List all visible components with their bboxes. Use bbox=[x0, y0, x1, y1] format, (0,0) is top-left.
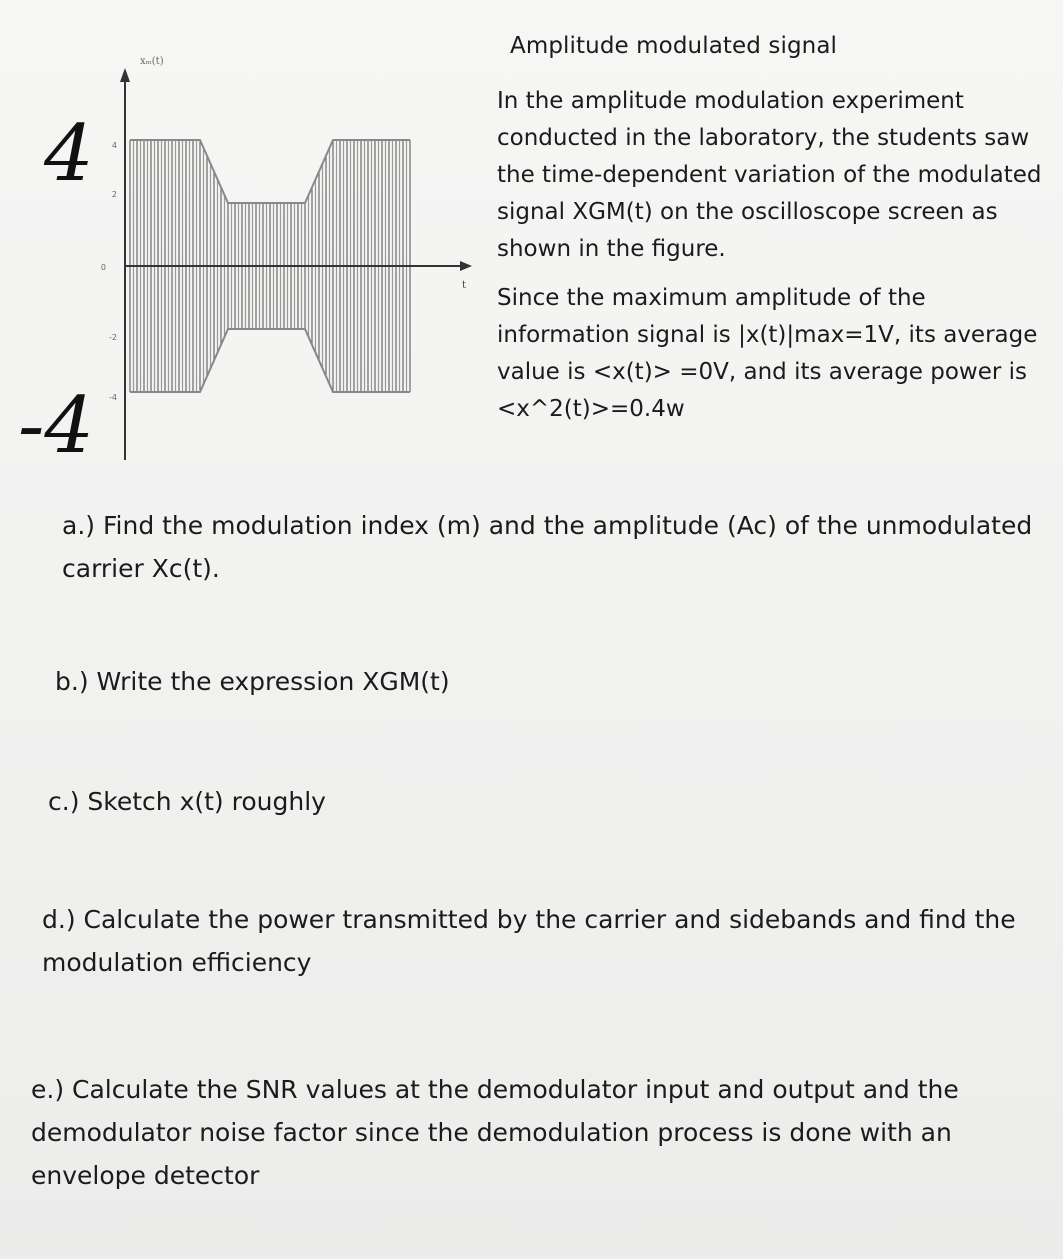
tick-label-4: 4 bbox=[111, 141, 117, 150]
heading: Amplitude modulated signal bbox=[510, 33, 838, 59]
question-e: e.) Calculate the SNR values at the demodulator input and output and the demodulator noise factor since the demodulation process is done with an envelope detector bbox=[31, 1075, 959, 1190]
y-axis-label: xₘ(t) bbox=[140, 56, 164, 67]
handwritten-mark-top: 4 bbox=[44, 109, 94, 199]
intro-paragraph-1: In the amplitude modulation experiment conducted in the laboratory, the students saw the time-dependent variation of the modulated signal XGM(t) on the oscilloscope screen as shown in the figure. bbox=[497, 88, 1042, 262]
tick-label-neg2: -2 bbox=[109, 333, 117, 342]
question-a: a.) Find the modulation index (m) and the amplitude (Ac) of the unmodulated carrier Xc(t). bbox=[62, 511, 1033, 583]
question-c: c.) Sketch x(t) roughly bbox=[48, 787, 326, 816]
tick-label-0: 0 bbox=[100, 263, 106, 272]
handwritten-mark-bottom: -4 bbox=[18, 381, 94, 470]
question-b: b.) Write the expression XGM(t) bbox=[55, 667, 450, 696]
y-axis-arrow-icon bbox=[120, 68, 130, 82]
intro-paragraph-2: Since the maximum amplitude of the information signal is |x(t)|max=1V, its average value is <x(t)> =0V, and its average power is <x^2(t)>=0.4w bbox=[497, 285, 1038, 422]
x-axis-label: t bbox=[462, 280, 467, 291]
tick-label-neg4: -4 bbox=[109, 393, 117, 402]
am-signal-figure bbox=[0, 0, 480, 470]
question-d: d.) Calculate the power transmitted by the carrier and sidebands and find the modulation efficiency bbox=[42, 905, 1016, 977]
x-axis-arrow-icon bbox=[460, 261, 472, 271]
tick-label-2: 2 bbox=[111, 190, 117, 199]
